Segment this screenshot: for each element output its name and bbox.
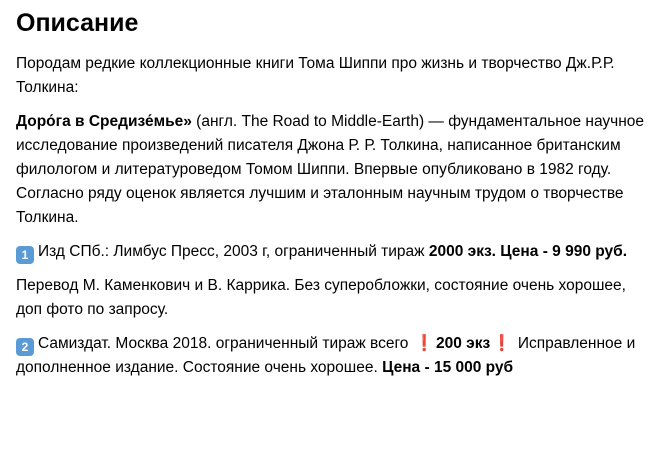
keycap-1-icon: 1 <box>16 246 34 264</box>
edition-1-note: Перевод М. Каменкович и В. Каррика. Без суперобложки, состояние очень хорошее, доп фото по запросу. <box>16 277 626 318</box>
edition-2-price: Цена - 15 000 руб <box>382 359 514 376</box>
intro-paragraph: Породам редкие коллекционные книги Тома Шиппи про жизнь и творчество Дж.Р.Р. Толкина: <box>16 55 615 96</box>
edition-1-price: 2000 экз. Цена - 9 990 руб. <box>428 243 628 260</box>
edition-1-text: Изд СПб.: Лимбус Пресс, 2003 г, ограниченный тираж <box>38 243 429 260</box>
book-title: Доро́га в Средизе́мье» <box>16 113 192 130</box>
book-description-paragraph <box>16 110 655 230</box>
section-title: Описание <box>16 9 139 37</box>
exclamation-icon: ❗ <box>492 335 512 352</box>
book-description: (англ. The Road to Middle-Earth) — фундаментальное научное исследование произведений писателя Джона Р. Р. Толкина, написанное британским филологом и литературоведом Томом Шиппи. Впервые опубликовано в 1982 году. Согласно ряду оценок является лучшим и эталонным научным трудом о творчестве Толкина. <box>16 113 645 226</box>
keycap-2-icon: 2 <box>16 338 34 356</box>
exclamation-icon: ❗ <box>414 335 435 352</box>
edition-1-paragraph <box>16 240 655 264</box>
edition-2-details: Исправленное и дополненное издание. Состояние очень хорошее. <box>16 335 636 376</box>
edition-2-count: 200 экз <box>436 335 491 352</box>
edition-2-paragraph <box>16 332 655 380</box>
edition-2-text: Самиздат. Москва 2018. ограниченный тираж всего <box>38 335 413 352</box>
